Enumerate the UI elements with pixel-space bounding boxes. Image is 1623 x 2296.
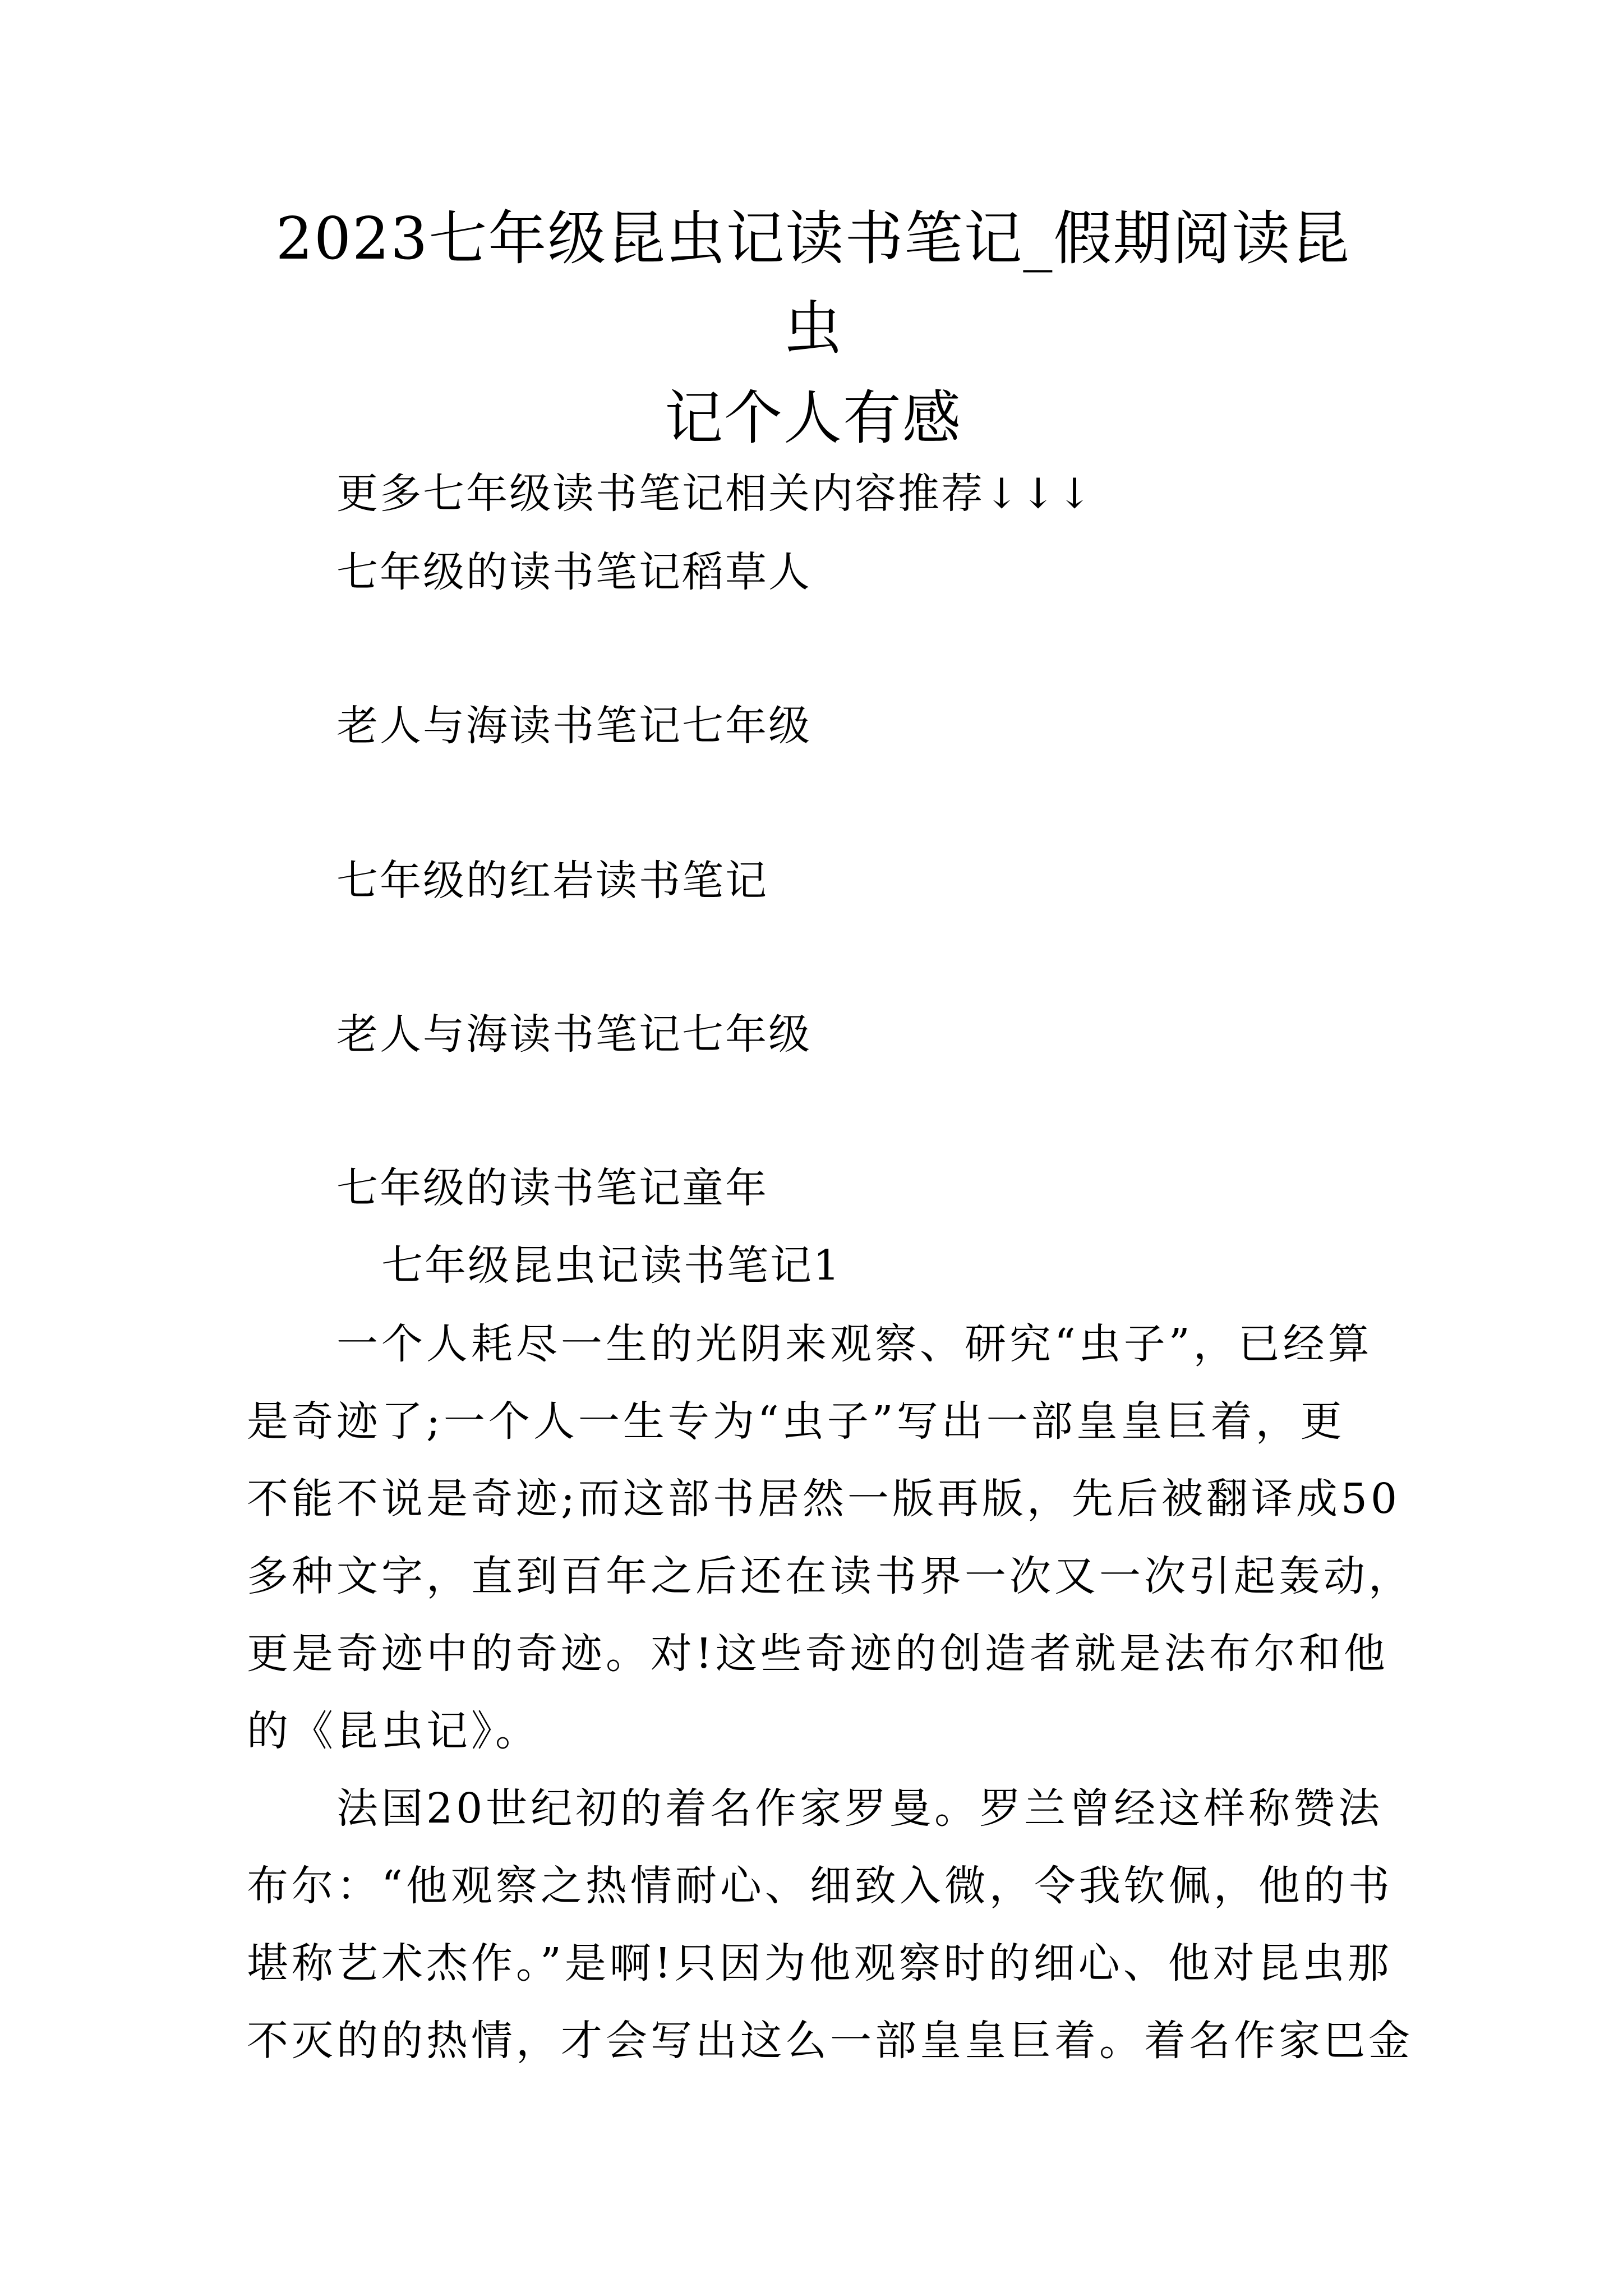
paragraph-line: 是奇迹了;一个人一生专为“虫子”写出一部皇皇巨着，更: [247, 1397, 1345, 1446]
title-line-1: 2023七年级昆虫记读书笔记_假期阅读昆虫: [275, 204, 1351, 362]
title-line-2: 记个人有感: [664, 384, 962, 452]
paragraph-line: 的《昆虫记》。: [247, 1707, 540, 1755]
paragraph-line: 更是奇迹中的奇迹。对!这些奇迹的创造者就是法布尔和他: [247, 1630, 1389, 1678]
recommend-link[interactable]: 老人与海读书笔记七年级: [336, 702, 811, 750]
recommend-heading: 更多七年级读书笔记相关内容推荐↓↓↓: [336, 470, 1094, 518]
paragraph-line: 不灭的的热情，才会写出这么一部皇皇巨着。着名作家巴金: [247, 2017, 1413, 2065]
recommend-link[interactable]: 老人与海读书笔记七年级: [336, 1010, 811, 1059]
document-title: [247, 194, 1380, 463]
paragraph-line: 不能不说是奇迹;而这部书居然一版再版，先后被翻译成50: [247, 1475, 1401, 1523]
paragraph-line: 堪称艺术杰作。”是啊!只因为他观察时的细心、他对昆虫那: [247, 1939, 1393, 1987]
paragraph-line: 一个人耗尽一生的光阴来观察、研究“虫子”，已经算: [336, 1320, 1373, 1368]
recommend-link[interactable]: 七年级的读书笔记童年: [336, 1164, 768, 1212]
recommend-link[interactable]: 七年级的读书笔记稻草人: [336, 548, 811, 596]
paragraph-line: 布尔：“他观察之热情耐心、细致入微，令我钦佩，他的书: [247, 1862, 1393, 1910]
section-heading: 七年级昆虫记读书笔记1: [381, 1241, 842, 1290]
recommend-link[interactable]: 七年级的红岩读书笔记: [336, 857, 768, 905]
paragraph-line: 多种文字，直到百年之后还在读书界一次又一次引起轰动，: [247, 1552, 1413, 1600]
paragraph-line: 法国20世纪初的着名作家罗曼。罗兰曾经这样称赞法: [336, 1784, 1384, 1833]
